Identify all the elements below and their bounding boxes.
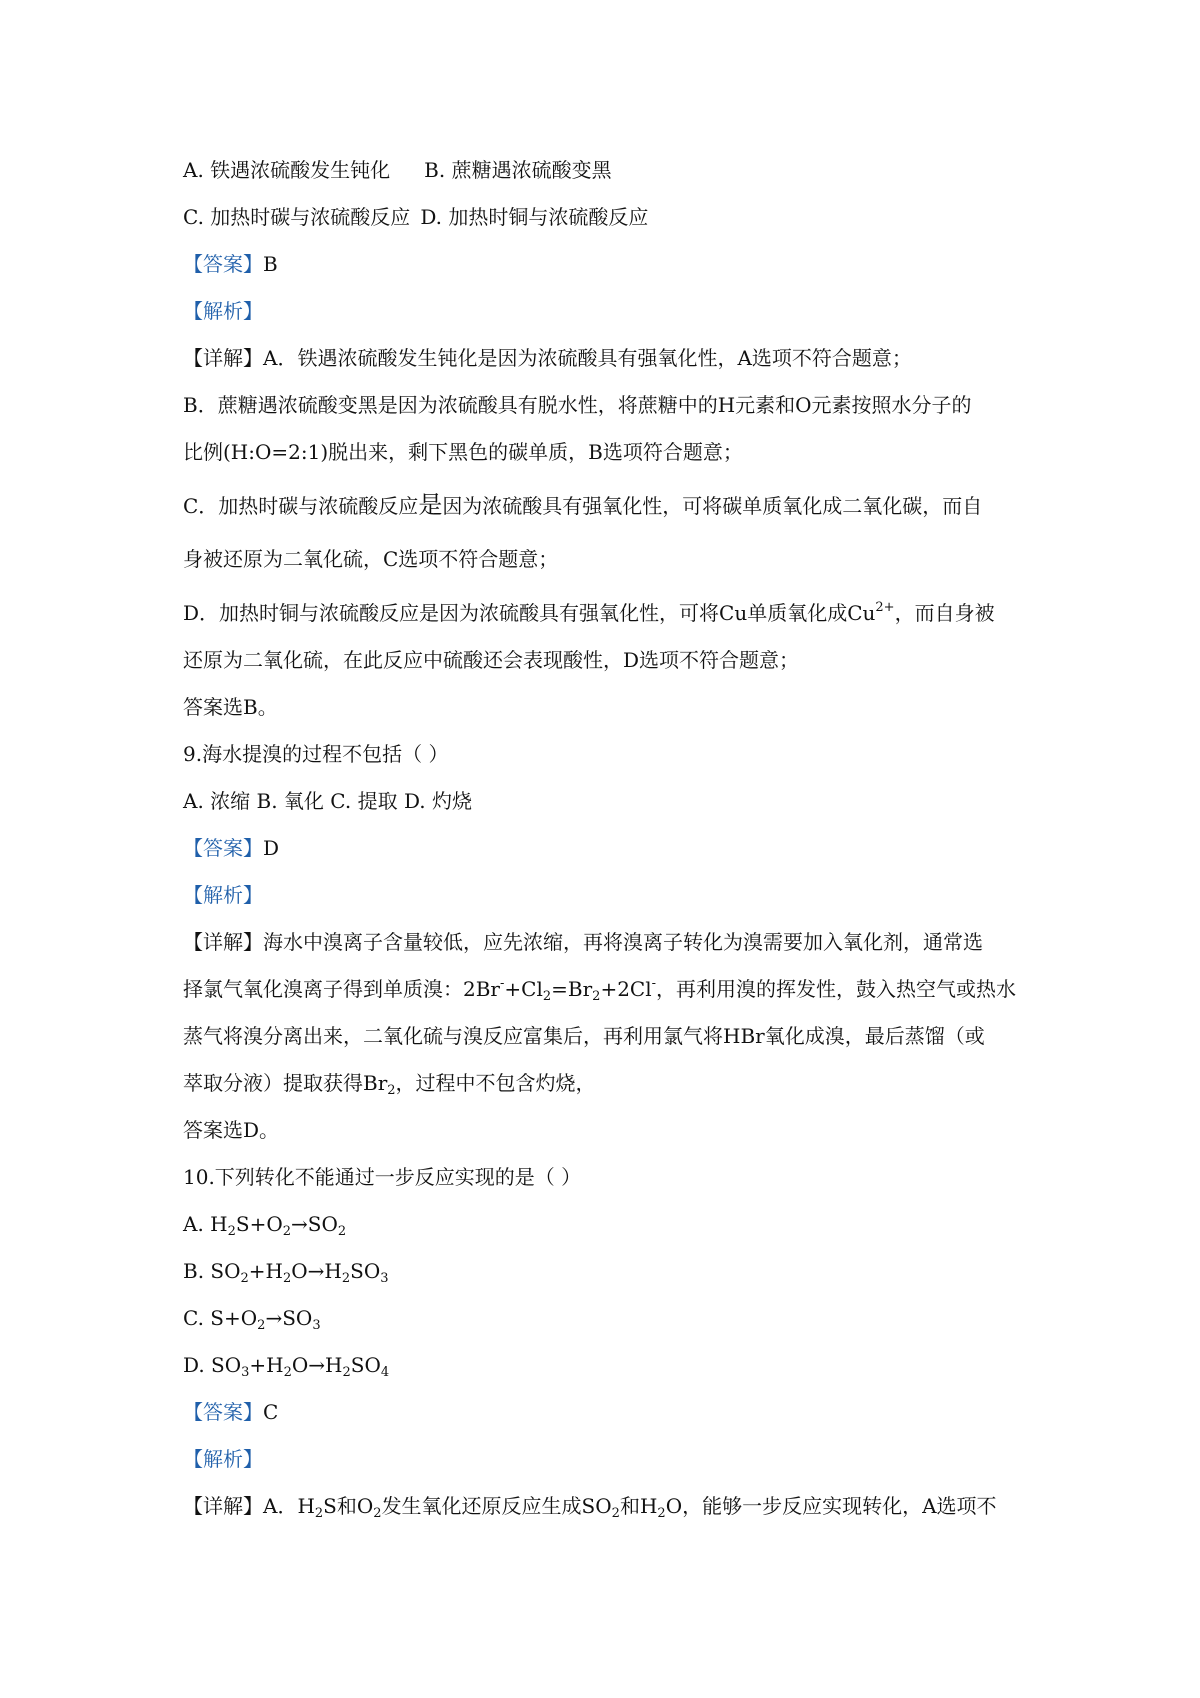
text-run: C. S+O (183, 1306, 258, 1330)
answer-value: C (263, 1400, 279, 1424)
subscript: 2 (341, 1271, 351, 1286)
subscript: 2 (337, 1224, 347, 1239)
text-run: O→H (291, 1353, 343, 1377)
text-run: O，能够一步反应实现转化，A选项不 (665, 1494, 997, 1518)
detail-tag: 【详解】 (183, 1494, 263, 1518)
detail-c1-c: 因为浓硫酸具有强氧化性，可将碳单质氧化成二氧化碳，而自 (442, 494, 983, 518)
detail-tag: 【详解】 (183, 930, 263, 954)
subscript: 2 (592, 989, 601, 1004)
text-run: O→H (291, 1259, 342, 1283)
text-run: 择氯气氧化溴离子得到单质溴：2Br (183, 977, 500, 1001)
text-run: B. SO (183, 1259, 241, 1283)
subscript: 2 (283, 1271, 292, 1286)
q8-detail-b2: 比例(H:O=2:1)脱出来，剩下黑色的碳单质，B选项符合题意； (183, 440, 743, 464)
q10-answer (183, 1399, 278, 1425)
q8-option-c: C. 加热时碳与浓硫酸反应 (183, 205, 411, 229)
subscript: 2 (257, 1318, 266, 1333)
subscript: 3 (380, 1271, 389, 1286)
answer-tag: 【答案】 (183, 252, 263, 276)
q9-detail-1 (183, 929, 983, 955)
answer-tag: 【答案】 (183, 836, 263, 860)
subscript: 2 (387, 1083, 396, 1098)
q8-option-a: A. 铁遇浓硫酸发生钝化 (183, 158, 391, 182)
text-run: ，再利用溴的挥发性，鼓入热空气或热水 (656, 977, 1017, 1001)
q10-option-b (183, 1258, 389, 1284)
detail-text: 海水中溴离子含量较低，应先浓缩，再将溴离子转化为溴需要加入氧化剂，通常选 (263, 930, 983, 954)
text-run: S和O (323, 1494, 374, 1518)
q8-detail-a (183, 345, 912, 371)
q9-conclusion: 答案选D。 (183, 1118, 280, 1142)
q9-answer (183, 835, 279, 861)
text-run: 发生氧化还原反应生成SO (381, 1494, 612, 1518)
subscript: 4 (380, 1365, 390, 1380)
q8-options-ab (183, 157, 612, 183)
subscript: 2 (657, 1506, 666, 1521)
subscript: 2 (314, 1506, 324, 1521)
text-run: 萃取分液）提取获得Br (183, 1071, 388, 1095)
text-run: +H (249, 1353, 284, 1377)
q8-detail-d2: 还原为二氧化硫，在此反应中硫酸还会表现酸性，D选项不符合题意； (183, 648, 800, 672)
q8-options-cd (183, 204, 648, 230)
detail-d1-a: D．加热时铜与浓硫酸反应是因为浓硫酸具有强氧化性，可将Cu单质氧化成Cu (183, 601, 876, 625)
subscript: 2 (283, 1365, 292, 1380)
detail-d1-b: ，而自身被 (894, 601, 995, 625)
subscript: 2 (373, 1506, 382, 1521)
detail-tag: 【详解】 (183, 346, 263, 370)
q10-option-c (183, 1305, 321, 1331)
answer-tag: 【答案】 (183, 1400, 263, 1424)
text-run: +2Cl (600, 977, 652, 1001)
q9-detail-4 (183, 1070, 596, 1096)
text-run: =Br (551, 977, 593, 1001)
text-run: A．H (263, 1494, 315, 1518)
q8-detail-d1 (183, 600, 995, 626)
q8-analysis-tag: 【解析】 (183, 299, 263, 323)
q8-option-b: B. 蔗糖遇浓硫酸变黑 (424, 158, 612, 182)
subscript: 2 (611, 1506, 620, 1521)
q9-options: A. 浓缩 B. 氧化 C. 提取 D. 灼烧 (183, 789, 472, 813)
text-run: →SO (265, 1306, 313, 1330)
q8-answer (183, 251, 278, 277)
text-run: ，过程中不包含灼烧， (395, 1071, 596, 1095)
q10-detail (183, 1493, 997, 1519)
charge: - (651, 976, 657, 991)
detail-text: A．铁遇浓硫酸发生钝化是因为浓硫酸具有强氧化性，A选项不符合题意； (263, 346, 912, 370)
text-run: →SO (291, 1212, 338, 1236)
subscript: 2 (227, 1224, 236, 1239)
subscript: 3 (312, 1318, 321, 1333)
q8-conclusion: 答案选B。 (183, 695, 278, 719)
detail-c1-a: C．加热时碳与浓硫酸反应 (183, 494, 419, 518)
q9-analysis-tag: 【解析】 (183, 883, 263, 907)
answer-value: D (263, 836, 280, 860)
detail-c1-b: 是 (418, 491, 443, 519)
charge: - (499, 976, 505, 991)
subscript: 2 (542, 989, 552, 1004)
text-run: SO (350, 1353, 381, 1377)
text-run: S+O (235, 1212, 283, 1236)
text-run: +Cl (504, 977, 543, 1001)
text-run: SO (350, 1259, 381, 1283)
q10-stem: 10.下列转化不能通过一步反应实现的是（ ） (183, 1165, 582, 1189)
text-run: A. H (183, 1212, 228, 1236)
text-run: 和H (619, 1494, 658, 1518)
text-run: +H (248, 1259, 283, 1283)
q8-detail-c2: 身被还原为二氧化硫，C选项不符合题意； (183, 547, 559, 571)
q10-option-d (183, 1352, 389, 1378)
q9-detail-2 (183, 976, 1016, 1002)
q8-detail-b1: B．蔗糖遇浓硫酸变黑是因为浓硫酸具有脱水性，将蔗糖中的H元素和O元素按照水分子的 (183, 393, 972, 417)
answer-value: B (263, 252, 278, 276)
text-run: D. SO (183, 1353, 242, 1377)
q8-detail-c1 (183, 492, 982, 519)
q10-analysis-tag: 【解析】 (183, 1447, 263, 1471)
q8-option-d: D. 加热时铜与浓硫酸反应 (420, 205, 649, 229)
q10-option-a (183, 1211, 346, 1237)
subscript: 2 (342, 1365, 351, 1380)
q9-stem: 9.海水提溴的过程不包括（ ） (183, 742, 449, 766)
subscript: 2 (240, 1271, 249, 1286)
subscript: 2 (282, 1224, 292, 1239)
subscript: 3 (241, 1365, 250, 1380)
q9-detail-3: 蒸气将溴分离出来，二氧化硫与溴反应富集后，再利用氯气将HBr氧化成溴，最后蒸馏（或 (183, 1024, 985, 1048)
cu-charge: 2+ (875, 600, 895, 615)
